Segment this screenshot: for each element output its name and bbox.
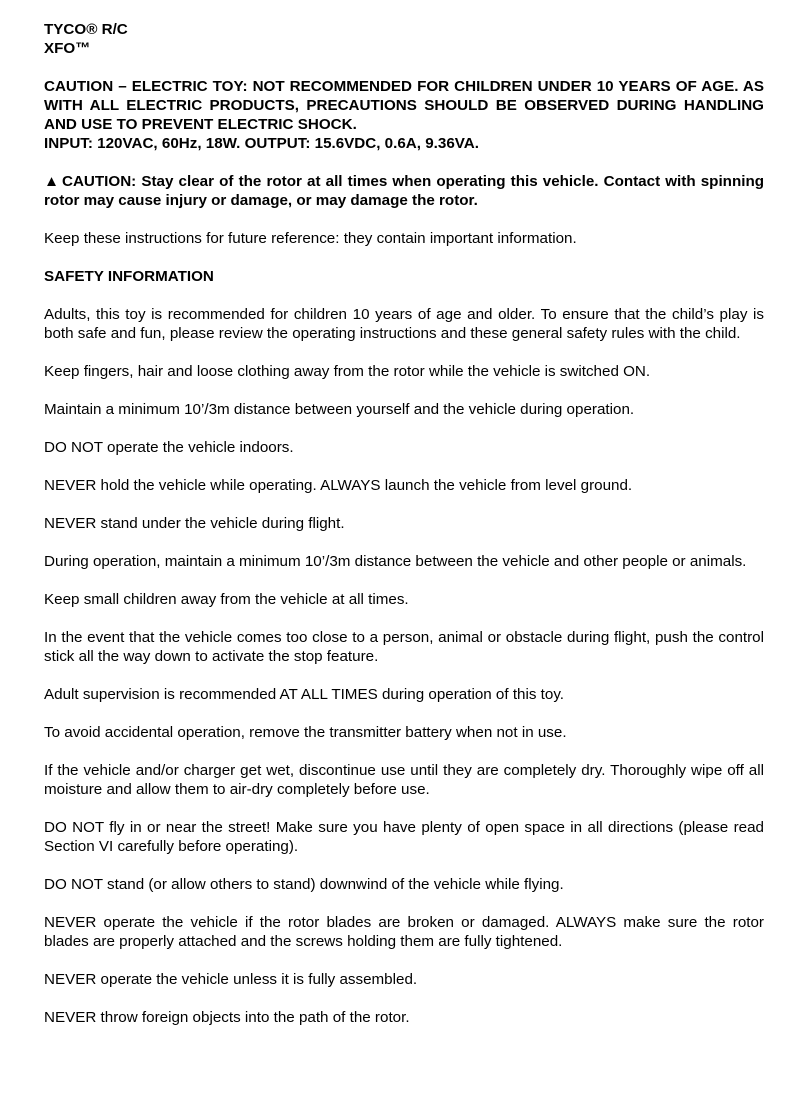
power-rating: INPUT: 120VAC, 60Hz, 18W. OUTPUT: 15.6VDC, 0.6A, 9.36VA. (44, 135, 479, 152)
safety-item: DO NOT fly in or near the street! Make sure you have plenty of open space in all directions (please read Section VI carefully before operating). (44, 819, 764, 855)
safety-item: Keep small children away from the vehicle at all times. (44, 591, 409, 608)
electric-caution (44, 77, 764, 153)
safety-item: DO NOT operate the vehicle indoors. (44, 439, 294, 456)
safety-heading: SAFETY INFORMATION (44, 268, 214, 285)
rotor-caution-text: CAUTION: Stay clear of the rotor at all times when operating this vehicle. Contact with spinning rotor may cause injury or damage, or may damage the rotor. (44, 173, 764, 209)
brand-line: TYCO® R/C (44, 21, 128, 38)
rotor-caution (44, 172, 764, 210)
electric-caution-text: CAUTION – ELECTRIC TOY: NOT RECOMMENDED FOR CHILDREN UNDER 10 YEARS OF AGE. AS WITH ALL ELECTRIC PRODUCTS, PRECAUTIONS SHOULD BE OBSERVED DURING HANDLING AND USE TO PREVENT ELECTRIC SHOCK. (44, 78, 764, 133)
safety-item: To avoid accidental operation, remove the transmitter battery when not in use. (44, 724, 567, 741)
safety-item: DO NOT stand (or allow others to stand) downwind of the vehicle while flying. (44, 876, 564, 893)
safety-item: NEVER operate the vehicle if the rotor blades are broken or damaged. ALWAYS make sure the rotor blades are properly attached and the screws holding them are fully tightened. (44, 914, 764, 950)
safety-item: Keep fingers, hair and loose clothing away from the rotor while the vehicle is switched ON. (44, 363, 651, 380)
safety-item: Maintain a minimum 10’/3m distance between yourself and the vehicle during operation. (44, 401, 635, 418)
keep-instructions-note: Keep these instructions for future reference: they contain important information. (44, 230, 577, 247)
safety-item: NEVER operate the vehicle unless it is fully assembled. (44, 971, 418, 988)
safety-item: Adult supervision is recommended AT ALL TIMES during operation of this toy. (44, 686, 565, 703)
safety-item: NEVER stand under the vehicle during flight. (44, 515, 345, 532)
safety-item: In the event that the vehicle comes too close to a person, animal or obstacle during flight, push the control stick all the way down to activate the stop feature. (44, 629, 764, 665)
safety-item: If the vehicle and/or charger get wet, discontinue use until they are completely dry. Thoroughly wipe off all moisture and allow them to air-dry completely before use. (44, 762, 764, 798)
warning-triangle-icon: ▲ (44, 173, 60, 190)
product-header (44, 20, 764, 58)
safety-item: NEVER hold the vehicle while operating. ALWAYS launch the vehicle from level ground. (44, 477, 633, 494)
safety-item: NEVER throw foreign objects into the path of the rotor. (44, 1009, 410, 1026)
product-name: XFO™ (44, 40, 91, 57)
safety-item: Adults, this toy is recommended for children 10 years of age and older. To ensure that the child’s play is both safe and fun, please review the operating instructions and these general safety rules with the child. (44, 306, 764, 342)
safety-item: During operation, maintain a minimum 10’/3m distance between the vehicle and other people or animals. (44, 553, 747, 570)
